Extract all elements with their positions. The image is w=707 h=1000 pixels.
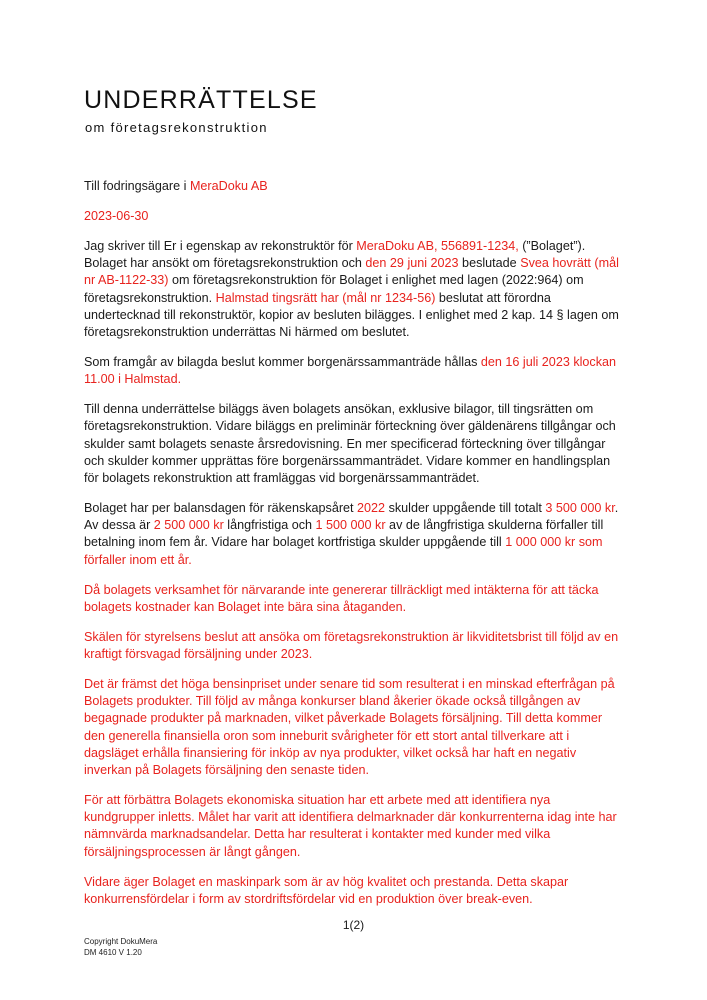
footer-version: DM 4610 V 1.20 bbox=[84, 948, 142, 957]
paragraph-obligations: Då bolagets verksamhet för närvarande inte genererar tillräckligt med intäkterna för att täcka bolagets kostnader kan Bolaget inte bära sina åtaganden. bbox=[84, 582, 599, 614]
document-subtitle: om företagsrekonstruktion bbox=[85, 120, 268, 135]
paragraph-meeting: Som framgår av bilagda beslut kommer borgenärssammanträde hållas den 16 juli 2023 klockan 11.00 i Halmstad. bbox=[84, 355, 617, 387]
page-number: 1(2) bbox=[342, 918, 365, 932]
document-title: UNDERRÄTTELSE bbox=[84, 86, 318, 114]
paragraph-appointment: Jag skriver till Er i egenskap av rekonstruktör för MeraDoku AB, 556891-1234, (”Bolaget”). Bolaget har ansökt om företagsrekonstruktion och den 29 juni 2023 beslutade Svea hovrätt (mål nr AB-1122-33) om företagsrekonstruktion för Bolaget i enlighet med lagen (2022:964) om företagsrekonstruktion. Halmstad tingsrätt har (mål nr 1234-56) beslutat att förordna undertecknad till rekonstruktör, kopior av besluten bilägges. I enlighet med 2 kap. 14 § lagen om företagsrekonstruktion underrättas Ni härmed om beslutet. bbox=[84, 239, 619, 340]
paragraph-reasons: Skälen för styrelsens beslut att ansöka om företagsrekonstruktion är likviditetsbrist till följd av en kraftigt försvagad försäljning under 2023. bbox=[84, 629, 619, 662]
paragraph-improvement: För att förbättra Bolagets ekonomiska situation har ett arbete med att identifiera nya kundgrupper inletts. Målet har varit att identifiera delmarknader där konkurrenterna idag inte har nämnvärda marknadsandelar. Detta har resulterat i kontakter med kunder med vilka försäljningsprocessen är långt gången. bbox=[84, 793, 617, 859]
footer-copyright: Copyright DokuMera bbox=[84, 937, 158, 946]
footer bbox=[84, 936, 157, 958]
letter-body bbox=[84, 178, 624, 921]
greeting: Till fodringsägare i MeraDoku AB bbox=[84, 179, 268, 193]
paragraph-attachments: Till denna underrättelse biläggs även bolagets ansökan, exklusive bilagor, till tingsrätten om företagsrekonstruktion. Vidare biläggs en preliminär förteckning över gäldenärens tillgångar och skulder samt bolagets senaste årsredovisning. En mer specificerad förteckning över tillgångar och skulder kommer upprättas före borgenärssammanträdet. Vidare kommer en handlingsplan för bolagets rekonstruktion att framläggas vid borgenärssammanträdet. bbox=[84, 402, 616, 486]
paragraph-debts: Bolaget har per balansdagen för räkenskapsåret 2022 skulder uppgående till totalt 3 500 000 kr. Av dessa är 2 500 000 kr långfristiga och 1 500 000 kr av de långfristiga skulderna förfaller till betalning inom fem år. Vidare har bolaget kortfristiga skulder uppgående till 1 000 000 kr som förfaller inom ett år. bbox=[84, 501, 619, 567]
letter-date: 2023-06-30 bbox=[84, 209, 149, 223]
paragraph-machinery: Vidare äger Bolaget en maskinpark som är av hög kvalitet och prestanda. Detta skapar konkurrensfördelar i form av stordriftsfördelar vid en produktion över break-even. bbox=[84, 874, 569, 906]
company-name: MeraDoku AB bbox=[189, 179, 268, 193]
paragraph-market: Det är främst det höga bensinpriset under senare tid som resulterat i en minskad efterfrågan på Bolagets produkter. Till följd av många konkurser bland åkerier ökade också tillgången av begagnade produkter på marknaden, vilket påverkade Bolagets försäljning. Till detta kommer den generella finansiella oron som inneburit svårigheter för ett stort antal tillverkare att i dagsläget erhålla finansiering för inköp av nya produkter, vilket också har haft en negativ inverkan på Bolagets försäljning den senaste tiden. bbox=[84, 677, 615, 778]
